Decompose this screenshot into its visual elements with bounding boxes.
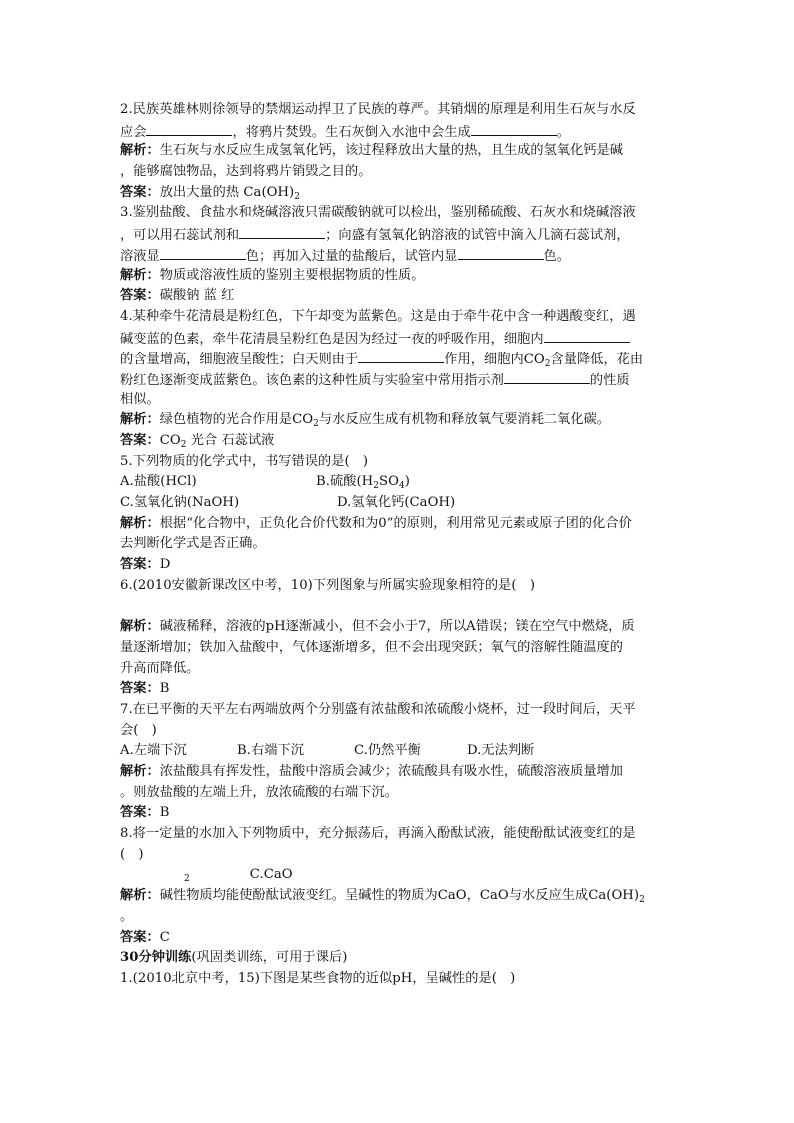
- q5-option-b-c: ): [404, 474, 410, 490]
- q5-analysis-text1: 根据“化合物中，正负化合价代数和为0”的原则，利用常见元素或原子团的化合价: [159, 515, 632, 531]
- q5-option-c: C.氢氧化钠(NaOH): [120, 495, 240, 511]
- analysis-label: 解析：: [120, 888, 160, 904]
- analysis-label: 解析：: [120, 412, 160, 428]
- q5-options-row2: [120, 493, 680, 514]
- q4-sub: 2: [544, 359, 551, 370]
- q8-answer-text: C: [159, 929, 170, 945]
- q5-option-d: D.氢氧化钙(CaOH): [337, 495, 456, 511]
- analysis-label: 解析：: [120, 267, 160, 283]
- q2-text-b: ，将鸦片焚毁。生石灰倒入水池中会生成: [232, 124, 471, 140]
- q6-answer-text: B: [159, 681, 170, 697]
- q5-option-b-b: SO: [378, 474, 399, 490]
- q3-text-c: 溶液显: [120, 248, 160, 264]
- q7-answer-text: B: [159, 805, 170, 821]
- q3-text-d: 色；再加入过量的盐酸后，试管内显: [245, 248, 458, 264]
- answer-label: 答案：: [120, 288, 160, 304]
- q4-stem-line1: 4.某种牵牛花清晨是粉红色，下午却变为蓝紫色。这是由于牵牛花中含一种遇酸变红，遇: [120, 308, 636, 324]
- q7-analysis-text1: 浓盐酸具有挥发性，盐酸中溶质会减少；浓硫酸具有吸水性，硫酸溶液质量增加: [159, 764, 624, 779]
- q4-blank-3: [504, 369, 590, 384]
- q4-stem-line5: 相似。: [120, 391, 160, 407]
- q8-stem-line2: ( ): [120, 846, 144, 862]
- answer-label: 答案：: [120, 929, 160, 945]
- analysis-label: 解析：: [120, 515, 160, 531]
- q4-text-f: 的性质: [589, 372, 630, 388]
- q2-blank-1: [146, 121, 232, 136]
- q5-option-b-sub1: 2: [373, 481, 379, 492]
- q4-analysis-a: 绿色植物的光合作用是CO: [159, 412, 314, 428]
- q3-text-e: 色。: [543, 248, 571, 264]
- q4-stem-line4: [120, 369, 680, 390]
- q6-analysis-line3: 升高而降低。: [120, 660, 200, 676]
- q2-blank-2: [471, 121, 557, 136]
- q5-option-b-a: B.硫酸(H: [316, 474, 374, 490]
- q5-answer: [120, 555, 680, 576]
- q4-answer: [120, 431, 680, 452]
- q4-text-c: 作用，细胞内CO: [444, 352, 545, 368]
- q7-option-d: D.无法判断: [467, 743, 535, 759]
- q4-analysis: [120, 410, 680, 431]
- q4-blank-1: [544, 328, 630, 343]
- q2-analysis-text1: 生石灰与水反应生成氢氧化钙，该过程释放出大量的热，且生成的氢氧化钙是碱: [159, 143, 624, 159]
- q7-option-a: A.左端下沉: [120, 743, 187, 759]
- q4-text-d: 含量降低，花由: [550, 352, 644, 368]
- q5-analysis-line1: [120, 514, 680, 535]
- analysis-label: 解析：: [120, 143, 160, 159]
- q2-answer-sub: 2: [294, 191, 301, 202]
- section-subtitle: (巩固类训练，可用于课后): [191, 950, 348, 966]
- answer-label: 答案：: [120, 184, 160, 200]
- q6-analysis-line1: [120, 617, 680, 638]
- q7-stem-line2: 会( ): [120, 722, 157, 738]
- q4-analysis-b: 与水反应生成有机物和释放氧气要消耗二氧化碳。: [318, 412, 611, 428]
- q2-text-a: 应会: [120, 124, 147, 140]
- q4-analysis-sub: 2: [313, 419, 319, 430]
- q2-stem-line2: [120, 121, 680, 142]
- q3-text-a: ，可以用石蕊试剂和: [120, 228, 240, 244]
- q2-text-c: 。: [556, 124, 571, 140]
- q7-analysis-line2: 。则放盐酸的左端上升，放浓硫酸的右端下沉。: [120, 784, 398, 800]
- q9-stem: 1.(2010北京中考，15)下图是某些食物的近似pH，呈碱性的是( ): [120, 970, 516, 986]
- q7-option-c: C.仍然平衡: [354, 743, 421, 759]
- q6-analysis-text1: 碱液稀释，溶液的pH逐渐减小，但不会小于7，所以A错误；镁在空气中燃烧，质: [159, 619, 635, 635]
- section-title: 30分钟训练: [120, 950, 192, 966]
- q6-stem: 6.(2010安徽新课改区中考，10)下列图象与所属实验现象相符的是( ): [120, 577, 536, 593]
- q4-stem-line3: [120, 348, 680, 369]
- q8-option-c: C.CaO: [249, 867, 293, 883]
- q8-stem-line1: 8.将一定量的水加入下列物质中，充分振荡后，再滴入酚酞试液，能使酚酞试液变红的是: [120, 826, 636, 842]
- q8-option-sub: 2: [184, 874, 190, 885]
- q7-analysis-line1: [120, 762, 680, 783]
- q7-stem-line1: 7.在已平衡的天平左右两端放两个分别盛有浓盐酸和浓硫酸小烧杯，过一段时间后，天平: [120, 701, 636, 717]
- q7-option-b: B.右端下沉: [237, 743, 304, 759]
- q2-stem-line1: 2.民族英雄林则徐领导的禁烟运动捍卫了民族的尊严。其销烟的原理是利用生石灰与水反: [120, 102, 636, 117]
- q4-stem-line2: [120, 328, 680, 349]
- q3-stem-line3: [120, 245, 680, 266]
- q4-answer-sub: 2: [180, 440, 187, 450]
- answer-label: 答案：: [120, 681, 160, 697]
- q5-option-b: [316, 472, 410, 493]
- q5-option-b-sub2: 4: [398, 481, 405, 492]
- q5-option-a: A.盐酸(HCl): [120, 474, 197, 490]
- q7-options: [120, 741, 680, 762]
- document-page: [120, 100, 680, 990]
- q7-answer: [120, 803, 680, 824]
- q2-analysis-line2: ，能够腐蚀物品，达到将鸦片销毁之目的。: [120, 164, 372, 180]
- q3-blank-3: [458, 245, 544, 260]
- q3-stem-line1: 3.鉴别盐酸、食盐水和烧碱溶液只需碳酸钠就可以检出，鉴别稀硫酸、石灰水和烧碱溶液: [120, 205, 636, 221]
- q3-answer-text: 碳酸钠 蓝 红: [159, 288, 235, 304]
- q3-analysis: [120, 266, 680, 287]
- q8-analysis-line2: 。: [120, 908, 134, 924]
- q2-answer-text: 放出大量的热 Ca(OH): [159, 184, 295, 200]
- q4-answer-b: 光合 石蕊试液: [186, 433, 275, 448]
- q8-options: [120, 865, 680, 886]
- analysis-label: 解析：: [120, 619, 160, 635]
- q4-text-a: 碱变蓝的色素，牵牛花清晨呈粉红色是因为经过一夜的呼吸作用，细胞内: [120, 331, 544, 347]
- q8-analysis-sub: 2: [639, 895, 645, 906]
- answer-label: 答案：: [120, 805, 160, 821]
- q4-text-e: 粉红色逐渐变成蓝紫色。该色素的这种性质与实验室中常用指示剂: [120, 372, 504, 388]
- q3-answer: [120, 286, 680, 307]
- q5-answer-text: D: [159, 557, 171, 573]
- q5-options-row1: [120, 472, 680, 493]
- answer-label: 答案：: [120, 557, 160, 573]
- q6-analysis-line2: 量逐渐增加；铁加入盐酸中，气体逐渐增多，但不会出现突跃；氧气的溶解性随温度的: [120, 639, 624, 655]
- q3-blank-1: [239, 224, 325, 239]
- analysis-label: 解析：: [120, 764, 160, 779]
- q3-stem-line2: [120, 224, 680, 245]
- q8-analysis-line1: [120, 886, 680, 907]
- q5-analysis-line2: 去判断化学式是否正确。: [120, 536, 266, 552]
- q8-analysis-text1: 碱性物质均能使酚酞试液变红。呈碱性的物质为CaO，CaO与水反应生成Ca(OH): [159, 888, 640, 904]
- q2-analysis-line1: [120, 141, 680, 162]
- q4-blank-2: [358, 348, 444, 363]
- q6-figure-gap: [120, 597, 680, 618]
- q6-answer: [120, 679, 680, 700]
- q8-answer: [120, 928, 680, 949]
- q3-text-b: ；向盛有氢氧化钠溶液的试管中滴入几滴石蕊试剂，: [325, 228, 630, 244]
- q5-stem: 5.下列物质的化学式中，书写错误的是( ): [120, 453, 369, 469]
- q2-answer: [120, 183, 680, 204]
- section-heading: [120, 948, 680, 969]
- q4-text-b: 的含量增高，细胞液呈酸性；白天则由于: [120, 352, 359, 368]
- q4-answer-a: CO: [159, 433, 181, 448]
- q3-analysis-text: 物质或溶液性质的鉴别主要根据物质的性质。: [159, 267, 425, 283]
- q3-blank-2: [160, 245, 246, 260]
- answer-label: 答案：: [120, 433, 160, 448]
